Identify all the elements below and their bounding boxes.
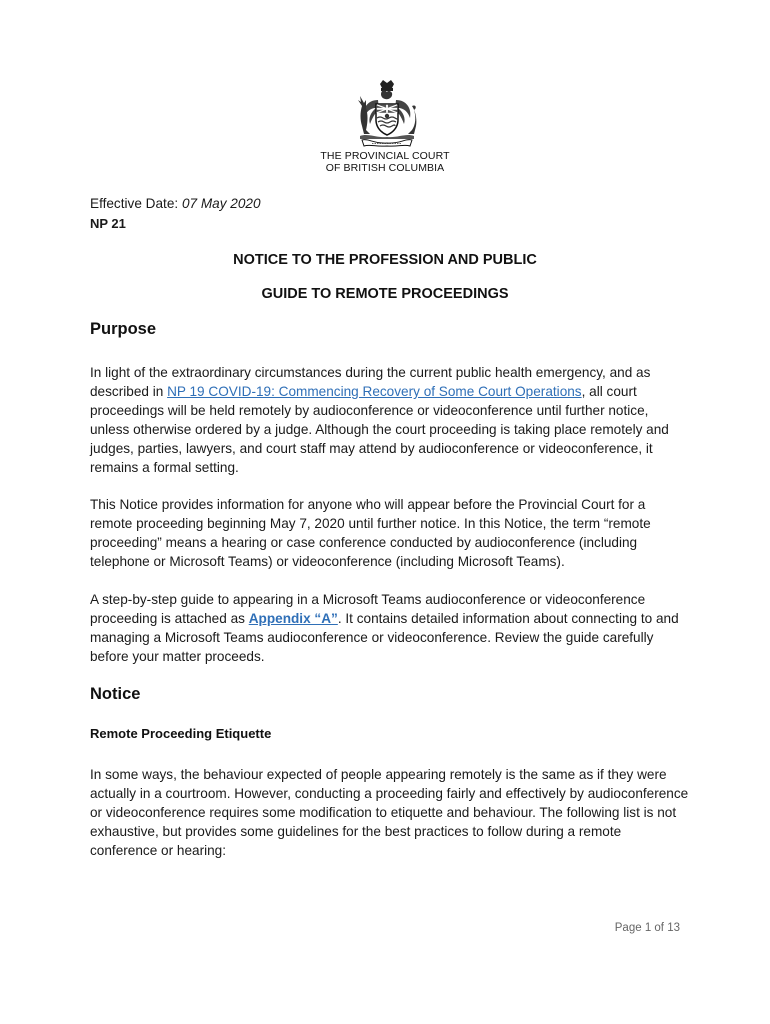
purpose-paragraph-2: [90, 495, 690, 571]
purpose-p2-text: This Notice provides information for anyone who will appear before the Provincial Court for a remote proceeding beginning May 7, 2020 until further notice. In this Notice, the term “remote proceeding” means a hearing or case conference conducted by audioconference (including telephone or Microsoft Teams) or videoconference (including Microsoft Teams).: [90, 497, 651, 569]
effective-date-label: Effective Date:: [90, 196, 179, 211]
court-name-line-2: OF BRITISH COLUMBIA: [325, 162, 445, 174]
etiquette-subheading: Remote Proceeding Etiquette: [90, 726, 272, 741]
purpose-p3-text-after: . It contains detailed information about connecting to and managing a Microsoft Teams audioconference or videoconference. Review the guide carefully before your matter proceeds.: [90, 611, 679, 664]
effective-date: [90, 194, 690, 213]
np19-link[interactable]: NP 19 COVID-19: Commencing Recovery of Some Court Operations: [167, 384, 582, 399]
page-number: Page 1 of 13: [614, 922, 680, 934]
purpose-p1-text-after: , all court proceedings will be held remotely by audioconference or videoconference until further notice, unless otherwise ordered by a judge. Although the court proceeding is taking place remotely and judges, parties, lawyers, and court staff may attend by audioconference or videoconference, it remains a formal setting.: [90, 384, 669, 475]
purpose-heading: Purpose: [90, 320, 157, 338]
coat-of-arms-icon: [354, 78, 420, 148]
notice-title: NOTICE TO THE PROFESSION AND PUBLIC: [233, 252, 537, 268]
notice-p1-text: In some ways, the behaviour expected of people appearing remotely is the same as if they were actually in a courtroom. However, conducting a proceeding fairly and effectively by audioconference or videoconference requires some modification to etiquette and behaviour. The following list is not exhaustive, but provides some guidelines for the best practices to follow during a remote conference or hearing:: [90, 767, 689, 858]
np-number: NP 21: [90, 216, 126, 231]
appendix-a-link[interactable]: Appendix “A”: [248, 611, 338, 626]
purpose-p3-text-before: A step-by-step guide to appearing in a Microsoft Teams audioconference or videoconference proceeding is attached as: [90, 592, 646, 626]
guide-title: GUIDE TO REMOTE PROCEEDINGS: [261, 286, 509, 302]
court-name: [285, 150, 485, 174]
notice-heading: Notice: [90, 685, 141, 703]
purpose-paragraph-1: [90, 363, 690, 477]
purpose-p1-text-before: In light of the extraordinary circumstances during the current public health emergency, and as described in: [90, 365, 651, 399]
court-name-line-1: THE PROVINCIAL COURT: [320, 150, 450, 162]
purpose-paragraph-3: [90, 590, 690, 666]
effective-date-value: 07 May 2020: [181, 196, 261, 211]
notice-paragraph-1: [90, 765, 690, 860]
